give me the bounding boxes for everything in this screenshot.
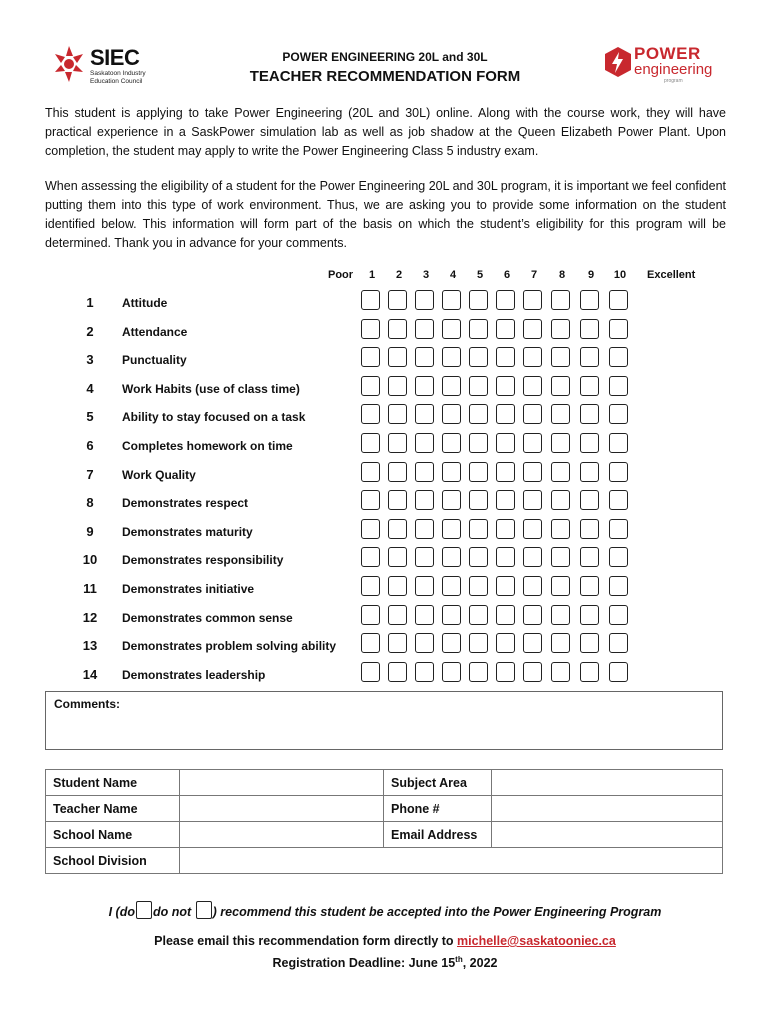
table-row — [46, 770, 723, 796]
criterion-label: Demonstrates respect — [122, 496, 249, 511]
rating-checkbox[interactable] — [415, 433, 434, 453]
rating-checkbox[interactable] — [551, 376, 570, 396]
criterion-label: Attendance — [122, 324, 188, 339]
rating-checkbox[interactable] — [388, 290, 407, 310]
rating-checkbox[interactable] — [496, 547, 515, 567]
rating-checkbox[interactable] — [551, 404, 570, 424]
rating-checkbox[interactable] — [496, 519, 515, 539]
rating-checkbox[interactable] — [609, 519, 628, 539]
rating-checkbox[interactable] — [609, 433, 628, 453]
rating-checkbox[interactable] — [469, 633, 488, 653]
registration-deadline — [0, 955, 770, 970]
rating-checkbox[interactable] — [361, 347, 380, 367]
rating-checkbox[interactable] — [551, 290, 570, 310]
rating-checkbox[interactable] — [469, 605, 488, 625]
rating-checkbox[interactable] — [469, 462, 488, 482]
criterion-number: 5 — [86, 409, 94, 425]
rating-checkbox[interactable] — [580, 290, 599, 310]
rating-checkbox[interactable] — [388, 547, 407, 567]
rating-checkbox[interactable] — [415, 490, 434, 510]
rating-checkbox[interactable] — [469, 404, 488, 424]
rating-checkbox[interactable] — [361, 433, 380, 453]
rating-checkbox[interactable] — [496, 319, 515, 339]
rating-checkbox[interactable] — [580, 547, 599, 567]
rating-checkbox[interactable] — [469, 290, 488, 310]
rating-checkbox[interactable] — [523, 404, 542, 424]
rating-checkbox[interactable] — [415, 576, 434, 596]
student-name-field[interactable] — [180, 770, 384, 796]
intro-paragraph-2: When assessing the eligibility of a student for the Power Engineering 20L and 30L program, it is important we feel confident putting them into this type of work environment. Thus, we are asking you to provide some information on the student identified below. This information will form part of the basis on which the student’s eligibility for this program will be determined. Thank you in advance for your comments. — [45, 179, 726, 250]
criterion-number: 7 — [86, 466, 94, 482]
rating-checkbox[interactable] — [496, 490, 515, 510]
scale-number: 8 — [558, 269, 566, 281]
criterion-number: 12 — [82, 609, 98, 625]
student-info-table — [45, 769, 723, 874]
rating-checkbox[interactable] — [523, 490, 542, 510]
rating-checkbox[interactable] — [415, 347, 434, 367]
rating-checkbox[interactable] — [442, 490, 461, 510]
rating-checkbox[interactable] — [388, 519, 407, 539]
do-checkbox[interactable] — [136, 901, 152, 919]
rating-checkbox[interactable] — [361, 376, 380, 396]
scale-number: 3 — [422, 269, 430, 281]
rating-checkbox[interactable] — [388, 633, 407, 653]
criterion-label: Punctuality — [122, 353, 187, 368]
rating-checkbox[interactable] — [361, 519, 380, 539]
rating-checkbox[interactable] — [388, 605, 407, 625]
rating-checkbox[interactable] — [609, 576, 628, 596]
rating-checkbox[interactable] — [551, 490, 570, 510]
rating-checkbox[interactable] — [523, 662, 542, 682]
rating-checkbox[interactable] — [496, 605, 515, 625]
scale-number: 2 — [395, 269, 403, 281]
rating-checkbox[interactable] — [580, 490, 599, 510]
rating-checkbox[interactable] — [361, 633, 380, 653]
criterion-label: Work Quality — [122, 467, 196, 482]
rating-checkbox[interactable] — [551, 576, 570, 596]
poor-label: Poor — [328, 269, 354, 281]
rating-checkbox[interactable] — [361, 290, 380, 310]
rating-checkbox[interactable] — [361, 319, 380, 339]
rating-checkbox[interactable] — [580, 433, 599, 453]
criterion-number: 9 — [86, 523, 94, 539]
rating-checkbox[interactable] — [442, 605, 461, 625]
school-division-field[interactable] — [180, 848, 723, 874]
rating-checkbox[interactable] — [415, 290, 434, 310]
subject-area-label: Subject Area — [384, 770, 492, 796]
phone-field[interactable] — [492, 796, 723, 822]
criterion-label: Attitude — [122, 296, 168, 310]
deadline-suffix: , 2022 — [462, 956, 498, 971]
rating-checkbox[interactable] — [523, 433, 542, 453]
rating-checkbox[interactable] — [415, 519, 434, 539]
email-prefix: Please email this recommendation form directly to — [154, 934, 458, 948]
criterion-number: 14 — [82, 666, 98, 682]
rating-checkbox[interactable] — [496, 290, 515, 310]
rating-checkbox[interactable] — [442, 404, 461, 424]
table-row — [46, 822, 723, 848]
rating-checkbox[interactable] — [523, 547, 542, 567]
criterion-number: 6 — [86, 438, 94, 453]
rating-checkbox[interactable] — [388, 576, 407, 596]
rating-checkbox[interactable] — [580, 576, 599, 596]
criterion-number: 3 — [86, 352, 94, 368]
phone-label: Phone # — [384, 796, 492, 822]
criterion-label: Work Habits (use of class time) — [122, 381, 300, 396]
rating-checkbox[interactable] — [361, 662, 380, 682]
siec-wordmark: SIEC — [90, 45, 140, 70]
scale-number: 9 — [587, 269, 595, 281]
scale-number: 7 — [530, 269, 538, 281]
rating-checkbox[interactable] — [580, 633, 599, 653]
rating-checkbox[interactable] — [388, 433, 407, 453]
pe-program-word: program — [664, 78, 683, 84]
rating-checkbox[interactable] — [523, 347, 542, 367]
rating-checkbox[interactable] — [609, 404, 628, 424]
rating-checkbox[interactable] — [415, 404, 434, 424]
rating-checkbox[interactable] — [580, 347, 599, 367]
rating-checkbox[interactable] — [442, 290, 461, 310]
do-not-checkbox[interactable] — [196, 901, 212, 919]
rating-checkbox[interactable] — [415, 633, 434, 653]
rating-checkbox[interactable] — [361, 547, 380, 567]
comments-label: Comments: — [54, 697, 121, 711]
rating-checkbox[interactable] — [496, 376, 515, 396]
rating-checkbox[interactable] — [580, 662, 599, 682]
criterion-number: 8 — [86, 495, 94, 511]
table-row — [46, 796, 723, 822]
rating-checkbox[interactable] — [388, 404, 407, 424]
recommendation-statement — [0, 901, 770, 919]
rec-part-1: I (do — [108, 905, 135, 919]
school-name-label: School Name — [46, 822, 180, 848]
criterion-label: Demonstrates responsibility — [122, 553, 284, 568]
rating-checkbox[interactable] — [415, 547, 434, 567]
criterion-number: 13 — [82, 638, 98, 654]
email-address-field[interactable] — [492, 822, 723, 848]
rating-checkbox[interactable] — [523, 633, 542, 653]
scale-number: 5 — [476, 269, 484, 281]
rating-checkbox[interactable] — [442, 519, 461, 539]
deadline-prefix: Registration Deadline: June 15 — [272, 956, 456, 971]
rec-part-2: do not — [153, 905, 192, 919]
rating-checkbox[interactable] — [523, 605, 542, 625]
rating-checkbox[interactable] — [469, 547, 488, 567]
rating-checkbox[interactable] — [609, 662, 628, 682]
rating-checkbox[interactable] — [551, 433, 570, 453]
siec-subtitle: Saskatoon Industry Education Council — [90, 70, 146, 85]
rating-checkbox[interactable] — [415, 462, 434, 482]
rating-checkbox[interactable] — [442, 347, 461, 367]
rating-checkbox[interactable] — [442, 633, 461, 653]
rating-checkbox[interactable] — [496, 462, 515, 482]
rating-checkbox[interactable] — [361, 576, 380, 596]
rating-checkbox[interactable] — [388, 376, 407, 396]
rating-checkbox[interactable] — [442, 547, 461, 567]
rating-checkbox[interactable] — [469, 433, 488, 453]
subject-area-field[interactable] — [492, 770, 723, 796]
excellent-label: Excellent — [647, 269, 696, 281]
rating-checkbox[interactable] — [609, 290, 628, 310]
rating-checkbox[interactable] — [469, 490, 488, 510]
pe-power-word: POWER — [634, 44, 701, 63]
rating-checkbox[interactable] — [523, 576, 542, 596]
form-title: TEACHER RECOMMENDATION FORM — [249, 68, 521, 85]
criterion-number: 11 — [83, 581, 97, 596]
rating-checkbox[interactable] — [442, 662, 461, 682]
rating-checkbox[interactable] — [523, 462, 542, 482]
rating-checkbox[interactable] — [469, 662, 488, 682]
form-subtitle: POWER ENGINEERING 20L and 30L — [282, 50, 488, 64]
rating-checkbox[interactable] — [551, 633, 570, 653]
rating-checkbox[interactable] — [469, 576, 488, 596]
rating-checkbox[interactable] — [551, 519, 570, 539]
rating-checkbox[interactable] — [551, 347, 570, 367]
rating-checkbox[interactable] — [609, 347, 628, 367]
rating-checkbox[interactable] — [523, 290, 542, 310]
deadline-sup: th — [455, 955, 463, 964]
rating-checkbox[interactable] — [388, 662, 407, 682]
rating-checkbox[interactable] — [496, 633, 515, 653]
rating-checkbox[interactable] — [580, 376, 599, 396]
email-instruction — [0, 934, 770, 948]
rating-checkbox[interactable] — [442, 433, 461, 453]
criterion-number: 2 — [86, 323, 94, 339]
rating-checkbox[interactable] — [496, 347, 515, 367]
rating-checkbox[interactable] — [580, 462, 599, 482]
rating-checkbox[interactable] — [609, 547, 628, 567]
rating-checkbox[interactable] — [580, 319, 599, 339]
rating-checkbox[interactable] — [496, 662, 515, 682]
rating-checkbox[interactable] — [609, 490, 628, 510]
criterion-label: Completes homework on time — [122, 439, 293, 453]
rating-checkbox[interactable] — [469, 376, 488, 396]
rating-checkbox[interactable] — [496, 576, 515, 596]
rating-checkbox[interactable] — [609, 376, 628, 396]
rating-checkbox[interactable] — [551, 462, 570, 482]
rating-checkbox[interactable] — [551, 319, 570, 339]
rating-checkbox[interactable] — [361, 605, 380, 625]
criterion-label: Demonstrates initiative — [122, 582, 255, 596]
rating-checkbox[interactable] — [415, 662, 434, 682]
rating-checkbox[interactable] — [388, 462, 407, 482]
rating-checkbox[interactable] — [388, 490, 407, 510]
rating-checkbox[interactable] — [469, 347, 488, 367]
student-name-label: Student Name — [46, 770, 180, 796]
rating-checkbox[interactable] — [609, 462, 628, 482]
pe-engineering-word: engineering — [634, 61, 713, 78]
rating-checkbox[interactable] — [496, 404, 515, 424]
rating-checkbox[interactable] — [442, 576, 461, 596]
rating-checkbox[interactable] — [609, 605, 628, 625]
criterion-number: 10 — [82, 552, 98, 568]
rating-checkbox[interactable] — [580, 605, 599, 625]
rating-checkbox[interactable] — [361, 404, 380, 424]
rating-checkbox[interactable] — [523, 319, 542, 339]
email-link[interactable]: michelle@saskatooniec.ca — [457, 934, 616, 948]
comments-field[interactable] — [45, 691, 723, 750]
criterion-label: Demonstrates problem solving ability — [122, 639, 337, 654]
scale-number: 1 — [368, 269, 376, 281]
scale-number: 6 — [503, 269, 511, 281]
rating-checkbox[interactable] — [496, 433, 515, 453]
rating-checkbox[interactable] — [361, 490, 380, 510]
rating-checkbox[interactable] — [442, 376, 461, 396]
rating-checkbox[interactable] — [415, 319, 434, 339]
intro-paragraph-1: This student is applying to take Power Engineering (20L and 30L) online. Along with the course work, they will have practical experience in a SaskPower simulation lab as well as job shadow at the Queen Elizabeth Power Plant. Upon completion, the student may apply to write the Power Engineering Class 5 industry exam. — [45, 106, 726, 158]
rating-checkbox[interactable] — [442, 462, 461, 482]
rating-checkbox[interactable] — [415, 376, 434, 396]
rating-checkbox[interactable] — [469, 319, 488, 339]
rating-checkbox[interactable] — [523, 519, 542, 539]
criterion-label: Ability to stay focused on a task — [122, 410, 306, 425]
criterion-number: 1 — [86, 295, 94, 310]
school-name-field[interactable] — [180, 822, 384, 848]
rating-checkbox[interactable] — [580, 404, 599, 424]
rating-checkbox[interactable] — [609, 633, 628, 653]
rec-part-3: ) recommend this student be accepted into the Power Engineering Program — [212, 905, 662, 919]
rating-checkbox[interactable] — [580, 519, 599, 539]
rating-checkbox[interactable] — [361, 462, 380, 482]
scale-number: 4 — [449, 269, 457, 281]
rating-checkbox[interactable] — [388, 347, 407, 367]
rating-checkbox[interactable] — [523, 376, 542, 396]
rating-checkbox[interactable] — [388, 319, 407, 339]
rating-checkbox[interactable] — [551, 662, 570, 682]
criterion-label: Demonstrates common sense — [122, 610, 293, 625]
rating-checkbox[interactable] — [442, 319, 461, 339]
teacher-name-label: Teacher Name — [46, 796, 180, 822]
rating-checkbox[interactable] — [551, 605, 570, 625]
teacher-name-field[interactable] — [180, 796, 384, 822]
rating-checkbox[interactable] — [609, 319, 628, 339]
rating-checkbox[interactable] — [551, 547, 570, 567]
criterion-label: Demonstrates leadership — [122, 667, 266, 682]
rating-checkbox[interactable] — [469, 519, 488, 539]
rating-checkbox[interactable] — [415, 605, 434, 625]
criterion-number: 4 — [86, 380, 94, 396]
scale-number: 10 — [613, 269, 627, 281]
criterion-label: Demonstrates maturity — [122, 524, 253, 539]
email-address-label: Email Address — [384, 822, 492, 848]
school-division-label: School Division — [46, 848, 180, 874]
table-row — [46, 848, 723, 874]
